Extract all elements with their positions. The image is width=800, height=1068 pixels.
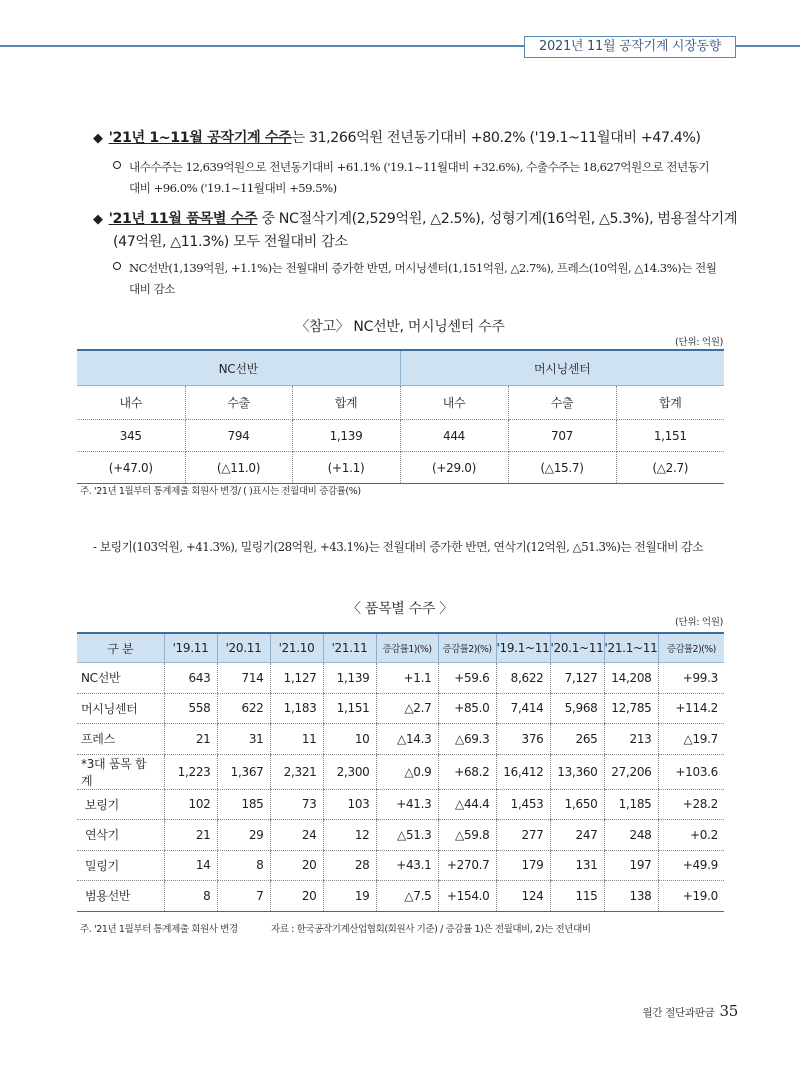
table-cell: △2.7	[376, 693, 438, 724]
table-cell: 29	[217, 820, 270, 851]
table-cell: △59.8	[438, 820, 496, 851]
table-cell: 131	[550, 850, 604, 881]
middle-text: - 보링기(103억원, +41.3%), 밀링기(28억원, +43.1%)는 전월대비 증가한 반면, 연삭기(12억원, △51.3%)는 전월대비 감소	[93, 540, 704, 554]
table-cell: (+47.0)	[77, 452, 185, 484]
table-cell: △0.9	[376, 754, 438, 789]
table2-header-cell: '20.1~11	[550, 633, 604, 663]
bullet-1-lead: '21년 1~11월 공작기계 수주	[108, 130, 292, 146]
row-label: 밀링기	[77, 850, 164, 881]
table2-header-cell: '20.11	[217, 633, 270, 663]
bullet-2-sub	[113, 258, 733, 300]
table-cell: 138	[604, 881, 658, 912]
table-cell: △7.5	[376, 881, 438, 912]
table2-header-cell: '19.11	[164, 633, 217, 663]
table1-note: 주. '21년 1월부터 통계제출 회원사 변경/ ( )표시는 전월대비 증감률(%)	[80, 486, 361, 497]
table-cell: 12,785	[604, 693, 658, 724]
table1-caption: 〈참고〉 NC선반, 머시닝센터 수주	[295, 319, 505, 335]
table-cell: △14.3	[376, 724, 438, 755]
bullet-2-rest: 중 NC절삭기계(2,529억원, △2.5%), 성형기계(16억원, △5.3%), 범용절삭기계	[257, 211, 738, 227]
table1-col: 합계	[616, 386, 724, 420]
diamond-icon: ◆	[93, 131, 103, 146]
table-cell: 444	[400, 420, 508, 452]
table-row	[77, 724, 724, 755]
bullet-1-sub-line-2: 대비 +96.0% ('19.1~11월대비 +59.5%)	[129, 181, 337, 195]
table1-col: 합계	[292, 386, 400, 420]
table-cell: 27,206	[604, 754, 658, 789]
table-cell: 8	[164, 881, 217, 912]
table-cell: 13,360	[550, 754, 604, 789]
table-cell: 10	[323, 724, 376, 755]
row-label: 프레스	[77, 724, 164, 755]
table2-caption: 〈 품목별 수주 〉	[347, 601, 453, 617]
table-cell: △69.3	[438, 724, 496, 755]
table1-col: 내수	[77, 386, 185, 420]
table-cell: 115	[550, 881, 604, 912]
table-cell: +99.3	[658, 663, 724, 694]
table-cell: 213	[604, 724, 658, 755]
table-cell: 376	[496, 724, 550, 755]
table-cell: +19.0	[658, 881, 724, 912]
table2-header-cell: 구 분	[77, 633, 164, 663]
row-label: NC선반	[77, 663, 164, 694]
table-cell: 16,412	[496, 754, 550, 789]
table1-group-mc: 머시닝센터	[400, 350, 724, 386]
table1-unit: (단위: 억원)	[675, 337, 723, 348]
bullet-2-sub-line-2: 대비 감소	[129, 282, 175, 296]
table-cell: +114.2	[658, 693, 724, 724]
table2-unit: (단위: 억원)	[675, 617, 723, 628]
magazine-name: 월간 절단과판금	[642, 1007, 715, 1019]
table-cell: 707	[508, 420, 616, 452]
table1-group-row	[77, 350, 724, 386]
table-cell: 1,139	[292, 420, 400, 452]
table-cell: 103	[323, 789, 376, 820]
table-cell: 102	[164, 789, 217, 820]
table-cell: +270.7	[438, 850, 496, 881]
header-title: 2021년 11월 공작기계 시장동향	[524, 36, 736, 58]
table-cell: 265	[550, 724, 604, 755]
table-cell: (+29.0)	[400, 452, 508, 484]
table1-group-nc: NC선반	[77, 350, 400, 386]
bullet-2-lead: '21년 11월 품목별 수주	[108, 211, 258, 227]
table-cell: +0.2	[658, 820, 724, 851]
table-row	[77, 850, 724, 881]
row-label: 범용선반	[77, 881, 164, 912]
table-cell: 794	[185, 420, 292, 452]
table-cell: 11	[270, 724, 323, 755]
circle-bullet-icon	[113, 262, 121, 270]
table-cell: 21	[164, 724, 217, 755]
table-cell: (△2.7)	[616, 452, 724, 484]
table2-header-cell: '21.10	[270, 633, 323, 663]
table-cell: 1,650	[550, 789, 604, 820]
table-cell: 1,139	[323, 663, 376, 694]
table2-header-cell: '21.1~11	[604, 633, 658, 663]
table-cell: (△11.0)	[185, 452, 292, 484]
table-cell: +49.9	[658, 850, 724, 881]
row-label: 보링기	[77, 789, 164, 820]
table-cell: 20	[270, 850, 323, 881]
table2-header-cell: '21.11	[323, 633, 376, 663]
table-cell: 1,127	[270, 663, 323, 694]
table-cell: 7,414	[496, 693, 550, 724]
bullet-1-rest: 는 31,266억원 전년동기대비 +80.2% ('19.1~11월대비 +47.4%)	[291, 130, 701, 146]
table-cell: △51.3	[376, 820, 438, 851]
table-cell: (+1.1)	[292, 452, 400, 484]
table-cell: +28.2	[658, 789, 724, 820]
table-row	[77, 754, 724, 789]
bullet-2-main	[93, 209, 743, 252]
table-cell: 5,968	[550, 693, 604, 724]
table-cell: +154.0	[438, 881, 496, 912]
table1-col: 내수	[400, 386, 508, 420]
bullet-2-sub-line-1: NC선반(1,139억원, +1.1%)는 전월대비 증가한 반면, 머시닝센터(1,151억원, △2.7%), 프레스(10억원, △14.3%)는 전월	[129, 261, 717, 275]
table-cell: 277	[496, 820, 550, 851]
table-cell: 14,208	[604, 663, 658, 694]
table-cell: △44.4	[438, 789, 496, 820]
table-cell: 2,300	[323, 754, 376, 789]
table-cell: 20	[270, 881, 323, 912]
page-footer	[643, 1002, 738, 1020]
table-cell: 345	[77, 420, 185, 452]
table1-col: 수출	[185, 386, 292, 420]
bullet-1-main	[93, 128, 733, 149]
table-cell: +68.2	[438, 754, 496, 789]
row-label: 머시닝센터	[77, 693, 164, 724]
table-cell: 197	[604, 850, 658, 881]
table-cell: +43.1	[376, 850, 438, 881]
table-cell: 19	[323, 881, 376, 912]
table-cell: 1,151	[323, 693, 376, 724]
table-cell: 7	[217, 881, 270, 912]
table1-values-row	[77, 420, 724, 452]
table-cell: +1.1	[376, 663, 438, 694]
table-cell: 643	[164, 663, 217, 694]
table2-header-cell: 증감률1)(%)	[376, 633, 438, 663]
table-cell: 714	[217, 663, 270, 694]
nc-machining-table	[77, 349, 724, 484]
table1-col: 수출	[508, 386, 616, 420]
product-orders-table	[77, 632, 724, 912]
table-cell: 1,453	[496, 789, 550, 820]
table-cell: 24	[270, 820, 323, 851]
table-cell: +41.3	[376, 789, 438, 820]
table-row	[77, 820, 724, 851]
table-cell: 73	[270, 789, 323, 820]
table2-note-right: 자료 : 한국공작기계산업협회(회원사 기준) / 증감률 1)은 전월대비, 2)는 전년대비	[271, 924, 591, 935]
table-cell: 247	[550, 820, 604, 851]
table-row	[77, 881, 724, 912]
table-cell: 8,622	[496, 663, 550, 694]
table-cell: 179	[496, 850, 550, 881]
table-row	[77, 693, 724, 724]
table-cell: 31	[217, 724, 270, 755]
table-cell: 1,151	[616, 420, 724, 452]
table-cell: 1,183	[270, 693, 323, 724]
table-cell: 622	[217, 693, 270, 724]
table-cell: 21	[164, 820, 217, 851]
table2-note-left: 주. '21년 1월부터 통계제출 회원사 변경	[80, 924, 238, 935]
table-cell: △19.7	[658, 724, 724, 755]
table2-header-cell: '19.1~11	[496, 633, 550, 663]
table-cell: 248	[604, 820, 658, 851]
table1-changes-row	[77, 452, 724, 484]
table-cell: +85.0	[438, 693, 496, 724]
table-cell: (△15.7)	[508, 452, 616, 484]
table-cell: 7,127	[550, 663, 604, 694]
table-cell: 12	[323, 820, 376, 851]
table1-column-row	[77, 386, 724, 420]
table-cell: 1,367	[217, 754, 270, 789]
table2-header-row	[77, 633, 724, 663]
table-cell: 14	[164, 850, 217, 881]
table-row	[77, 663, 724, 694]
row-label: *3대 품목 합계	[77, 754, 164, 789]
table-cell: 2,321	[270, 754, 323, 789]
table-cell: +59.6	[438, 663, 496, 694]
row-label: 연삭기	[77, 820, 164, 851]
table-cell: 185	[217, 789, 270, 820]
page-number: 35	[719, 1002, 738, 1020]
bullet-1-sub	[113, 157, 733, 199]
table-row	[77, 789, 724, 820]
bullet-2-line-2: (47억원, △11.3%) 모두 전월대비 감소	[113, 234, 348, 250]
bullet-1-sub-line-1: 내수수주는 12,639억원으로 전년동기대비 +61.1% ('19.1~11월대비 +32.6%), 수출수주는 18,627억원으로 전년동기	[129, 160, 710, 174]
table2-header-cell: 증감률2)(%)	[438, 633, 496, 663]
table-cell: 8	[217, 850, 270, 881]
table-cell: 28	[323, 850, 376, 881]
table-cell: +103.6	[658, 754, 724, 789]
table-cell: 1,223	[164, 754, 217, 789]
table-cell: 558	[164, 693, 217, 724]
table2-header-cell: 증감률2)(%)	[658, 633, 724, 663]
circle-bullet-icon	[113, 161, 121, 169]
diamond-icon: ◆	[93, 212, 103, 227]
table-cell: 124	[496, 881, 550, 912]
table-cell: 1,185	[604, 789, 658, 820]
